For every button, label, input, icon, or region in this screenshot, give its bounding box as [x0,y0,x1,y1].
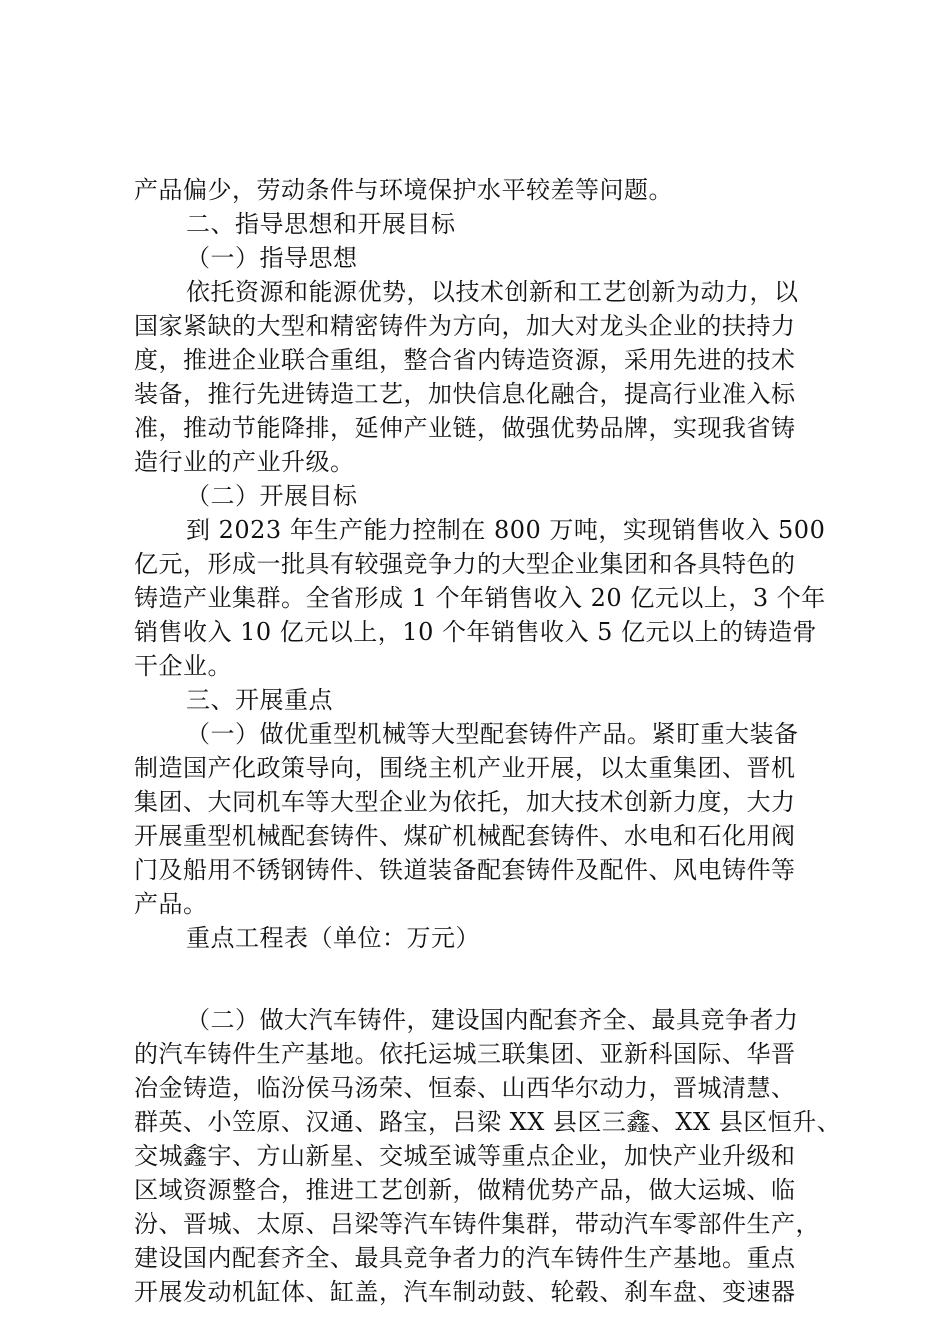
paragraph-line: 造行业的产业升级。 [134,448,355,476]
paragraph-line: 区域资源整合，推进工艺创新，做精优势产品，做大运城、临 [134,1176,796,1204]
paragraph-line: 群英、小笠原、汉通、路宝，吕梁 XX 县区三鑫、XX 县区恒升、 [134,1108,842,1136]
paragraph-line: 的汽车铸件生产基地。依托运城三联集团、亚新科国际、华晋 [134,1040,796,1068]
paragraph-line: （二）做大汽车铸件，建设国内配套齐全、最具竞争者力 [186,1006,799,1034]
paragraph-line: 铸造产业集群。全省形成 1 个年销售收入 20 亿元以上，3 个年 [134,584,826,612]
subsection-heading: （一）指导思想 [186,244,358,272]
paragraph-line: 建设国内配套齐全、最具竞争者力的汽车铸件生产基地。重点 [134,1244,796,1272]
paragraph-line: 装备，推行先进铸造工艺，加快信息化融合，提高行业准入标 [134,380,796,408]
subsection-heading: （二）开展目标 [186,482,358,510]
paragraph-line: 准，推动节能降排，延伸产业链，做强优势品牌，实现我省铸 [134,414,796,442]
paragraph-line: 度，推进企业联合重组，整合省内铸造资源，采用先进的技术 [134,346,796,374]
paragraph-line: 国家紧缺的大型和精密铸件为方向，加大对龙头企业的扶持力 [134,312,796,340]
paragraph-line: 交城鑫宇、方山新星、交城至诚等重点企业，加快产业升级和 [134,1142,796,1170]
paragraph-line: 产品。 [134,890,208,918]
paragraph-line: 冶金铸造，临汾侯马汤荣、恒泰、山西华尔动力，晋城清慧、 [134,1074,796,1102]
paragraph-line: 亿元，形成一批具有较强竞争力的大型企业集团和各具特色的 [134,550,796,578]
paragraph-line: 干企业。 [134,652,232,680]
table-caption: 重点工程表（单位：万元） [186,924,480,952]
paragraph-line: 开展重型机械配套铸件、煤矿机械配套铸件、水电和石化用阀 [134,822,796,850]
section-heading: 三、开展重点 [186,686,333,714]
paragraph-line: 门及船用不锈钢铸件、铁道装备配套铸件及配件、风电铸件等 [134,856,796,884]
section-heading: 二、指导思想和开展目标 [186,210,456,238]
paragraph-line: 销售收入 10 亿元以上，10 个年销售收入 5 亿元以上的铸造骨 [134,618,817,646]
paragraph-line: 制造国产化政策导向，围绕主机产业开展，以太重集团、晋机 [134,754,796,782]
paragraph-line: 产品偏少，劳动条件与环境保护水平较差等问题。 [134,176,673,204]
paragraph-line: 汾、晋城、太原、吕梁等汽车铸件集群，带动汽车零部件生产， [134,1210,820,1238]
paragraph-line: 集团、大同机车等大型企业为依托，加大技术创新力度，大力 [134,788,796,816]
paragraph-line: 到 2023 年生产能力控制在 800 万吨，实现销售收入 500 [186,516,826,544]
paragraph-line: 依托资源和能源优势，以技术创新和工艺创新为动力，以 [186,278,799,306]
paragraph-line: 开展发动机缸体、缸盖，汽车制动鼓、轮毂、刹车盘、变速器 [134,1278,796,1306]
paragraph-line: （一）做优重型机械等大型配套铸件产品。紧盯重大装备 [186,720,799,748]
